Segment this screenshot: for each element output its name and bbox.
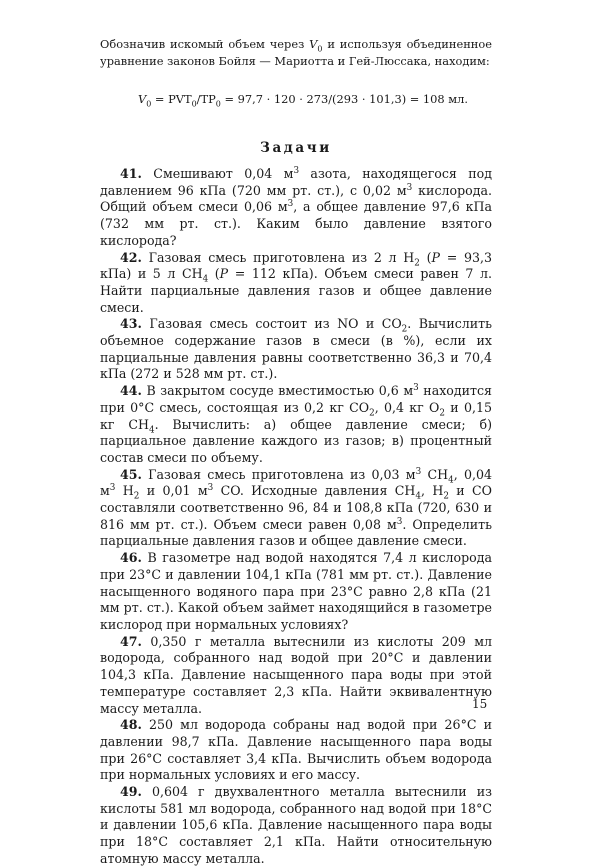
main-formula: $V_0 = PVT_0/TP_0 = 97,7 \cdot 120 \cdot 273/(293 \cdot 101,3) = 108$ мл. bbox=[137, 92, 469, 109]
section-heading: Задачи bbox=[260, 140, 332, 156]
problem-44: 44. В закрытом сосуде вместимостью 0,6 $м^3$ находится при 0°C смесь, состоящая из 0,2 кг $CO_2$, 0,4 кг $O_2$ и 0,15 кг $CH_4$. Вычислить: а) общее давление смеси; б) парциальное давление каждого из газов; в) процентный состав смеси по объему. bbox=[100, 382, 492, 465]
problem-49: 49. 0,604 г двухвалентного металла вытеснили из кислоты 581 мл водорода, собранного над водой при 18°C и давлении 105,6 кПа. Давление насыщенного пара воды при 18°C составляет 2,1 кПа. Найти относительную атомную массу металла. bbox=[100, 784, 492, 866]
problem-42: 42. Газовая смесь приготовлена из 2 л $H_2$ (P = 93,3 кПа) и 5 л $CH_4$ (P = 112 кПа). Объем смеси равен 7 л. Найти парциальные давления газов и общее давление смеси. bbox=[100, 249, 493, 315]
problem-47: 47. 0,350 г металла вытеснили из кислоты 209 мл водорода, собранного над водой при 20°C и давлении 104,3 кПа. Давление насыщенного пара воды при этой температуре составляет 2,3 кПа. Найти эквивалентную массу металла. bbox=[100, 633, 492, 716]
problem-45: 45. Газовая смесь приготовлена из 0,03 $м^3$ $CH_4$, 0,04 $м^3$ $H_2$ и 0,01 $м^3$ CO. Исходные давления $CH_4$, $H_2$ и CO составляли соответственно 96, 84 и 108,8 кПа (720, 630 и 816 мм рт. ст.). Объем смеси равен 0,08 $м^3$. Определить парциальные давления газов и общее давление смеси. bbox=[100, 466, 493, 549]
problem-48: 48. 250 мл водорода собраны над водой при 26°C и давлении 98,7 кПа. Давление насыщенного пара воды при 26°C составляет 3,4 кПа. Вычислить объем водорода при нормальных условиях и его массу. bbox=[100, 717, 492, 783]
problem-46: 46. В газометре над водой находятся 7,4 л кислорода при 23°C и давлении 104,1 кПа (781 мм рт. ст.). Давление насыщенного водяного пара при 23°C равно 2,8 кПа (21 мм рт. ст.). Какой объем займет находящийся в газометре кислород при нормальных условиях? bbox=[100, 550, 492, 632]
problem-41: 41. Смешивают 0,04 $м^3$ азота, находящегося под давлением 96 кПа (720 мм рт. ст.), с 0,02 $м^3$ кислорода. Общий объем смеси 0,06 $м^3$, а общее давление 97,6 кПа (732 мм рт. ст.). Каким было давление взятого кислорода? bbox=[100, 165, 492, 248]
page-number: 15 bbox=[472, 697, 488, 711]
problem-43: 43. Газовая смесь состоит из NO и $CO_2$. Вычислить объемное содержание газов в смеси (в %), если их парциальные давления равны соответственно 36,3 и 70,4 кПа (272 и 528 мм рт. ст.). bbox=[100, 316, 492, 382]
intro-paragraph: Обозначив искомый объем через $V_0$ и используя объединенное уравнение законов Бойля — Мариотта и Гей-Люссака, находим: bbox=[100, 37, 493, 68]
